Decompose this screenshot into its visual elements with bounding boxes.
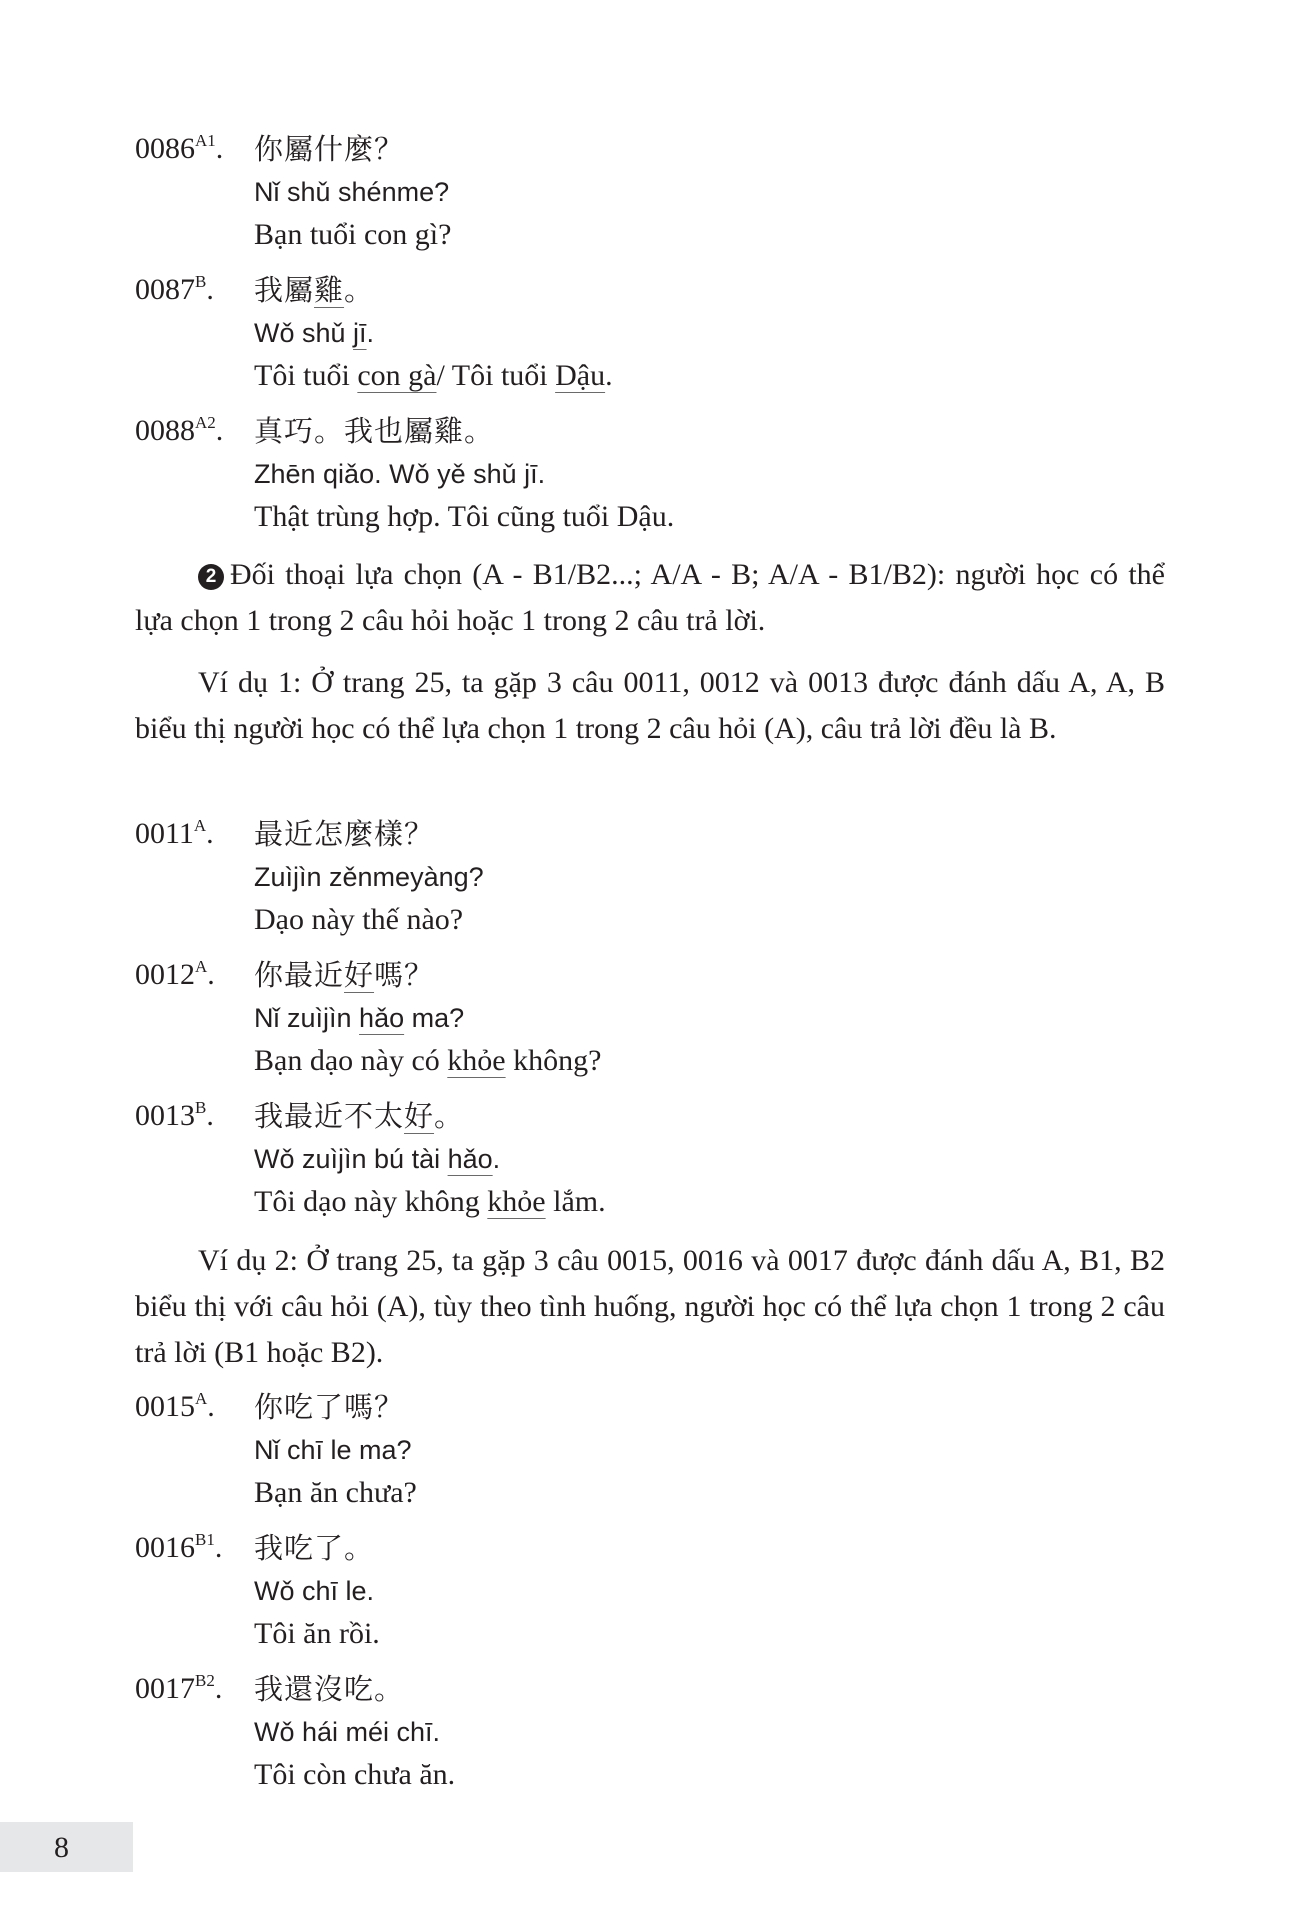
numbered-bullet-icon: 2 [198,564,224,590]
vietnamese-line: Bạn tuổi con gì? [254,218,452,251]
pinyin-line: Zuìjìn zěnmeyàng? [254,862,484,892]
entry-number: $0012^A$. [135,957,215,991]
pinyin-line: Wǒ shǔ jī. [254,318,375,348]
entry-number: $0015^A$. [135,1389,215,1423]
chinese-line: 最近怎麼樣？ [254,817,435,851]
entry-number: $0088^{A2}$. [135,413,224,447]
chinese-line: 我吃了。 [254,1531,375,1565]
pinyin-line: Wǒ zuìjìn bú tài hǎo. [254,1144,501,1174]
chinese-line: 我屬雞。 [254,273,375,307]
paragraph-example-1: Ví dụ 1: Ở trang 25, ta gặp 3 câu 0011, 0012 và 0013 được đánh dấu A, A, B biểu thị người học có thể lựa chọn 1 trong 2 câu hỏi (A), câu trả lời đều là B. [135,666,1165,745]
vietnamese-line: Thật trùng hợp. Tôi cũng tuổi Dậu. [254,500,675,533]
pinyin-line: Zhēn qiǎo. Wǒ yě shǔ jī. [254,459,546,489]
paragraph-dialogue-choice: 2 Đối thoại lựa chọn (A - B1/B2...; A/A - B; A/A - B1/B2): người học có thể lựa chọn 1 trong 2 câu hỏi hoặc 1 trong 2 câu trả lời. [135,558,1165,637]
vietnamese-line: Tôi tuổi con gà/ Tôi tuổi Dậu. [254,359,613,392]
vietnamese-line: Tôi còn chưa ăn. [254,1758,456,1791]
entry-number: $0013^B$. [135,1098,214,1132]
entry-number: $0086^{A1}$. [135,131,224,165]
pinyin-line: Nǐ chī le ma? [254,1435,412,1465]
pinyin-line: Nǐ zuìjìn hǎo ma? [254,1003,465,1033]
chinese-line: 你屬什麼？ [254,132,405,166]
vietnamese-line: Tôi dạo này không khỏe lắm. [254,1185,606,1218]
entry-number: $0011^A$. [135,816,214,850]
vietnamese-line: Bạn ăn chưa? [254,1476,417,1509]
vietnamese-line: Dạo này thế nào? [254,903,464,936]
paragraph-example-2: Ví dụ 2: Ở trang 25, ta gặp 3 câu 0015, 0016 và 0017 được đánh dấu A, B1, B2 biểu thị với câu hỏi (A), tùy theo tình huống, người học có thể lựa chọn 1 trong 2 câu trả lời (B1 hoặc B2). [135,1244,1165,1369]
page-number: 8 [54,1831,69,1864]
chinese-line: 我還沒吃。 [254,1672,405,1706]
entry-number: $0016^{B1}$. [135,1530,223,1564]
vietnamese-line: Bạn dạo này có khỏe không? [254,1044,602,1077]
chinese-line: 我最近不太好。 [254,1099,465,1133]
pinyin-line: Wǒ hái méi chī. [254,1717,441,1747]
pinyin-line: Nǐ shǔ shénme? [254,177,450,207]
entry-number: $0017^{B2}$. [135,1671,223,1705]
chinese-line: 真巧。我也屬雞。 [254,414,495,448]
entry-number: $0087^B$. [135,272,214,306]
chinese-line: 你吃了嗎？ [254,1390,405,1424]
chinese-line: 你最近好嗎？ [254,958,435,992]
pinyin-line: Wǒ chī le. [254,1576,375,1606]
vietnamese-line: Tôi ăn rồi. [254,1617,380,1650]
